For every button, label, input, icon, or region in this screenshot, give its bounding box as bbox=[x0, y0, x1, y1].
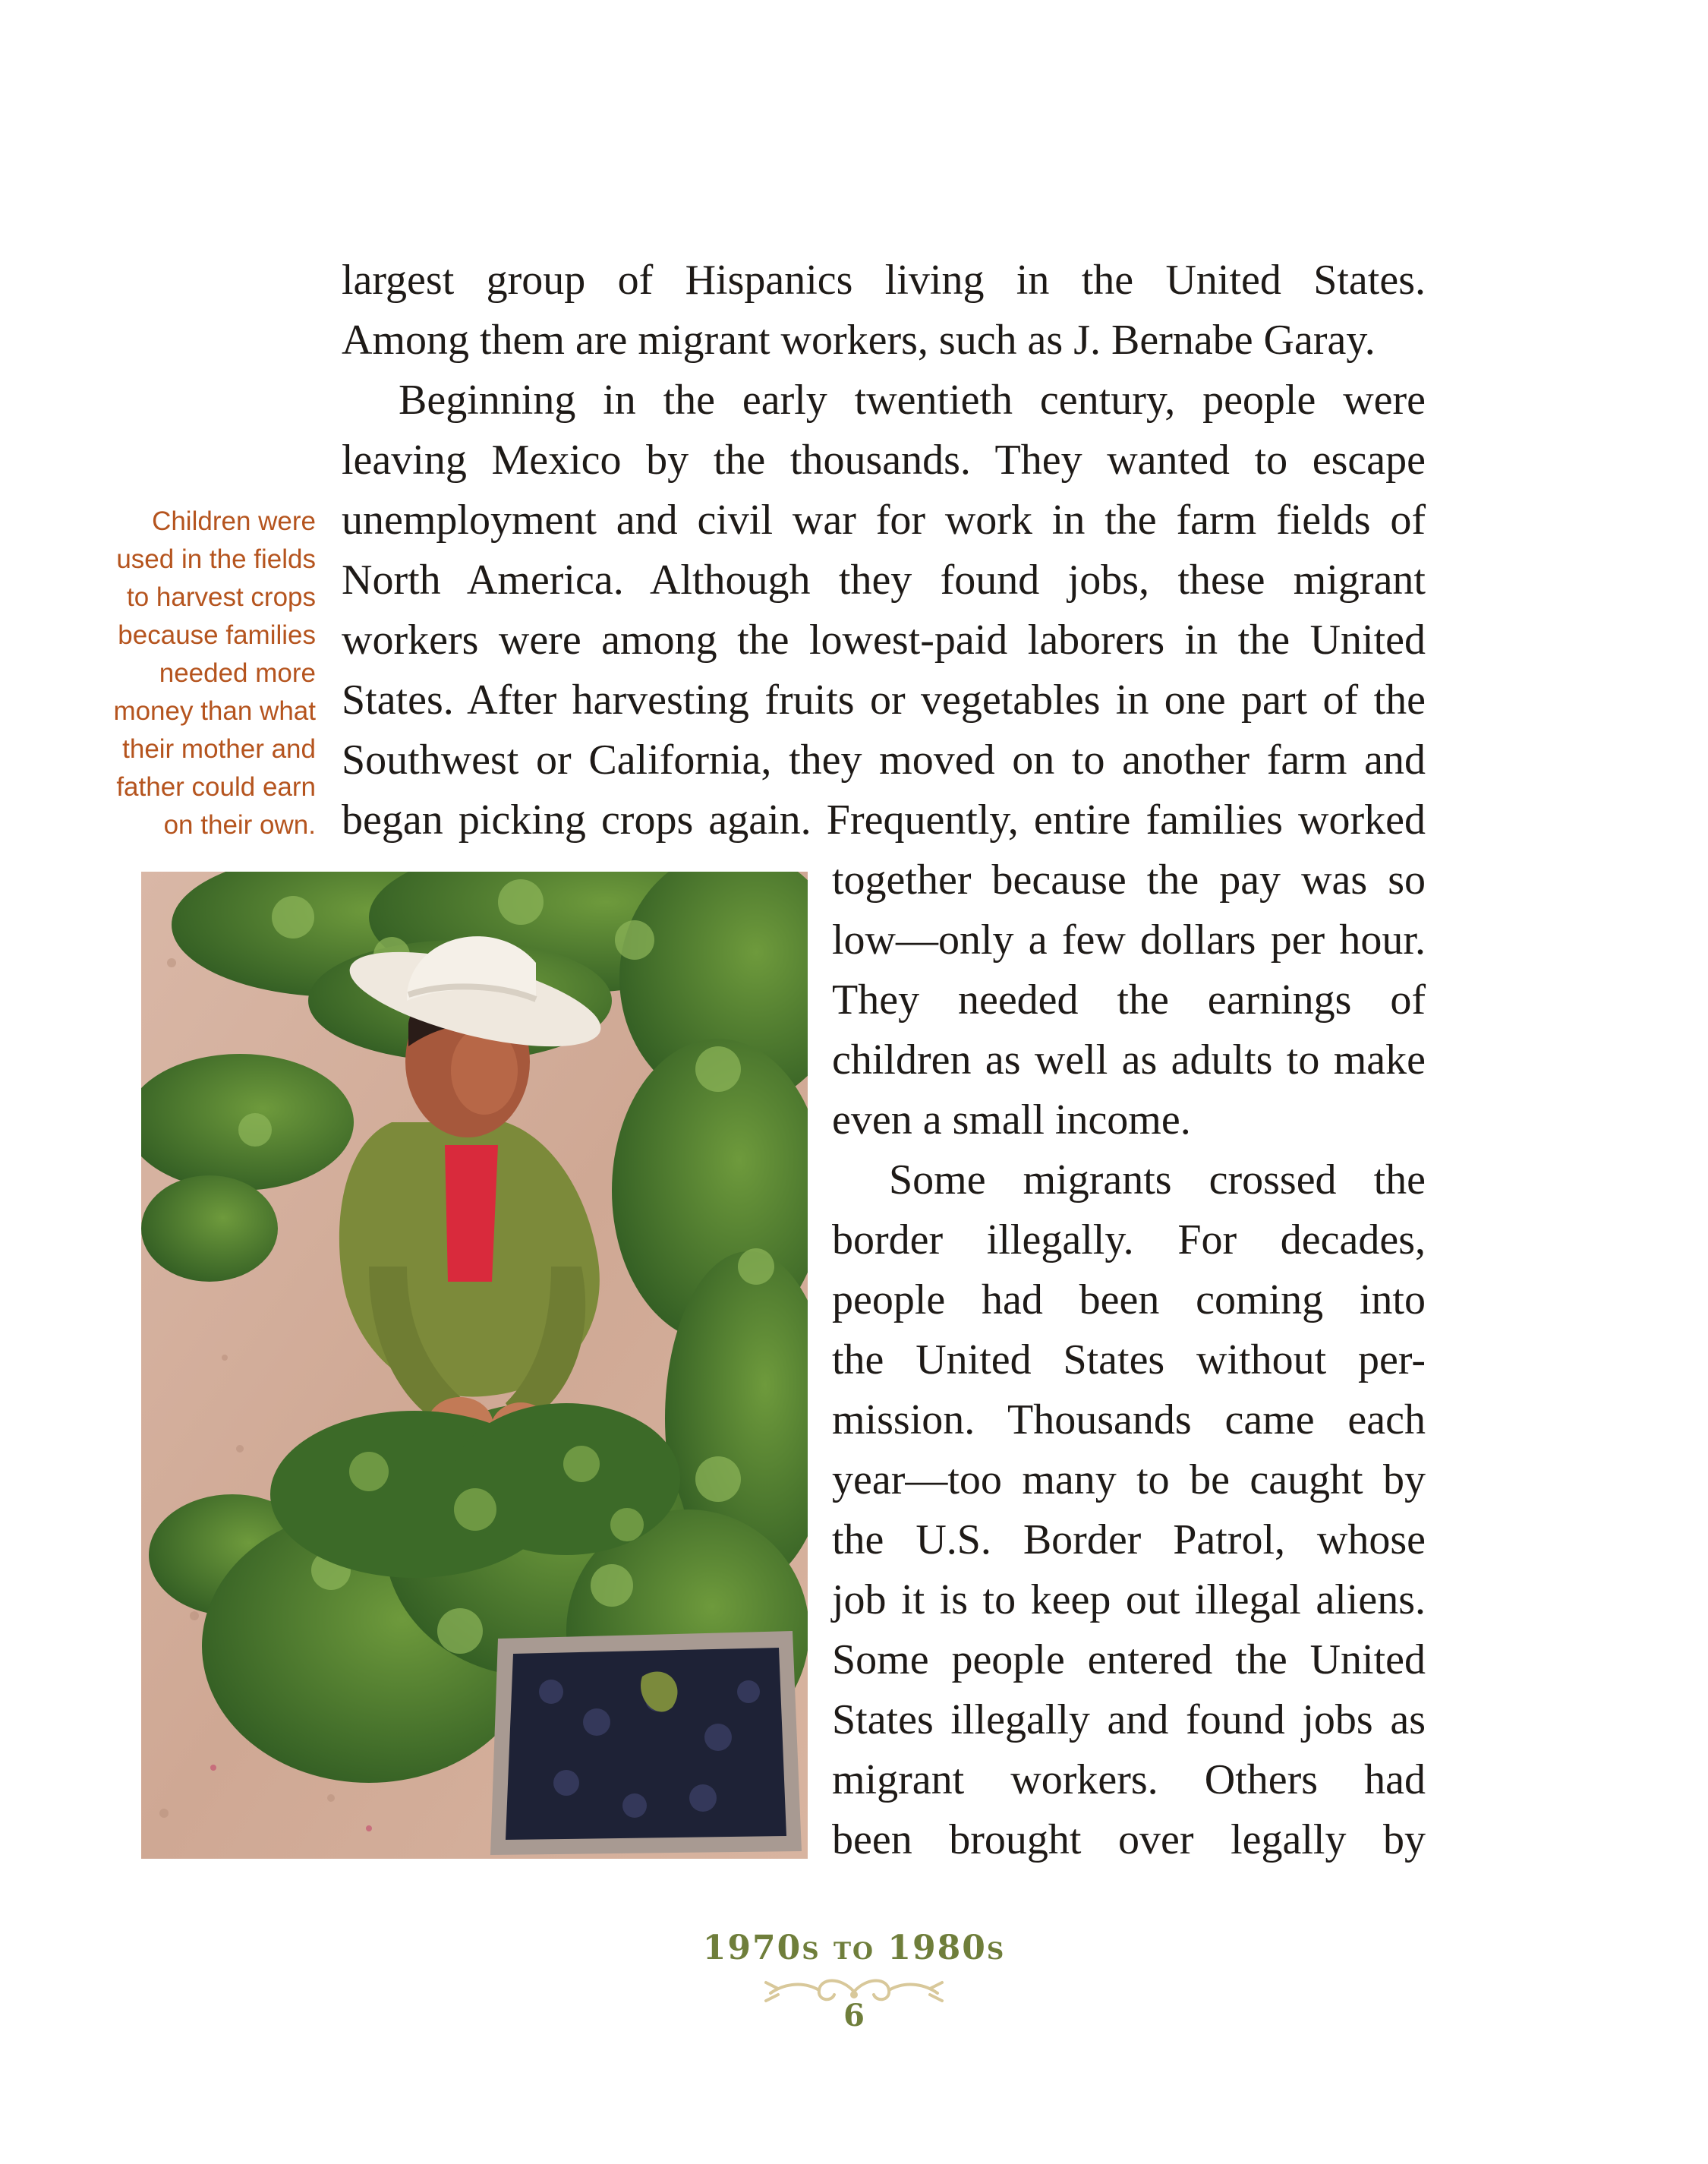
caption-line: used in the fields bbox=[116, 544, 316, 574]
body-text-top bbox=[342, 251, 1426, 850]
body-line: workers were among the lowest-paid laborers in the United bbox=[342, 617, 1426, 664]
running-head: 1970s to 1980s bbox=[702, 1929, 1006, 1967]
photo-caption bbox=[65, 503, 316, 844]
caption-line: money than what bbox=[113, 696, 316, 726]
page-footer bbox=[0, 1929, 1708, 2033]
body-line: children as well as adults to make bbox=[832, 1036, 1426, 1084]
caption-line: father could earn bbox=[116, 772, 316, 802]
body-line: Some people entered the United bbox=[832, 1636, 1426, 1683]
body-line: States illegally and found jobs as bbox=[832, 1696, 1426, 1743]
body-line: the U.S. Border Patrol, whose bbox=[832, 1516, 1426, 1563]
body-line: low—only a few dollars per hour. bbox=[832, 916, 1426, 964]
body-line: the United States without per- bbox=[832, 1336, 1426, 1383]
caption-line: their mother and bbox=[122, 734, 316, 764]
body-line: unemployment and civil war for work in the farm fields of bbox=[342, 497, 1426, 544]
caption-line: to harvest crops bbox=[127, 582, 316, 612]
photo-migrant-worker bbox=[141, 872, 808, 1859]
body-text-narrow bbox=[832, 850, 1426, 1870]
body-line: even a small income. bbox=[832, 1096, 1191, 1144]
body-line: migrant workers. Others had bbox=[832, 1756, 1426, 1803]
caption-line: because families bbox=[118, 620, 316, 650]
body-line: largest group of Hispanics living in the United States. bbox=[342, 257, 1426, 304]
body-line: mission. Thousands came each bbox=[832, 1396, 1426, 1443]
body-line: together because the pay was so bbox=[832, 856, 1426, 904]
body-line: Southwest or California, they moved on to another farm and bbox=[342, 737, 1426, 784]
body-line: They needed the earnings of bbox=[832, 976, 1426, 1024]
body-line: been brought over legally by bbox=[832, 1816, 1426, 1863]
page-number: 6 bbox=[843, 1998, 865, 2033]
caption-line: Children were bbox=[152, 506, 316, 536]
body-line: year—too many to be caught by bbox=[832, 1456, 1426, 1503]
body-line: Among them are migrant workers, such as J. Bernabe Garay. bbox=[342, 317, 1376, 364]
body-line: States. After harvesting fruits or vegetables in one part of the bbox=[342, 677, 1426, 724]
body-line: border illegally. For decades, bbox=[832, 1216, 1426, 1263]
caption-line: on their own. bbox=[163, 810, 316, 840]
body-line: Beginning in the early twentieth century, people were bbox=[399, 377, 1426, 424]
body-line: began picking crops again. Frequently, entire families worked bbox=[342, 797, 1426, 844]
body-line: leaving Mexico by the thousands. They wanted to escape bbox=[342, 437, 1426, 484]
caption-line: needed more bbox=[159, 658, 316, 688]
body-line: Some migrants crossed the bbox=[889, 1156, 1426, 1203]
body-line: job it is to keep out illegal aliens. bbox=[832, 1576, 1426, 1623]
body-line: people had been coming into bbox=[832, 1276, 1426, 1323]
body-line: North America. Although they found jobs, these migrant bbox=[342, 557, 1426, 604]
